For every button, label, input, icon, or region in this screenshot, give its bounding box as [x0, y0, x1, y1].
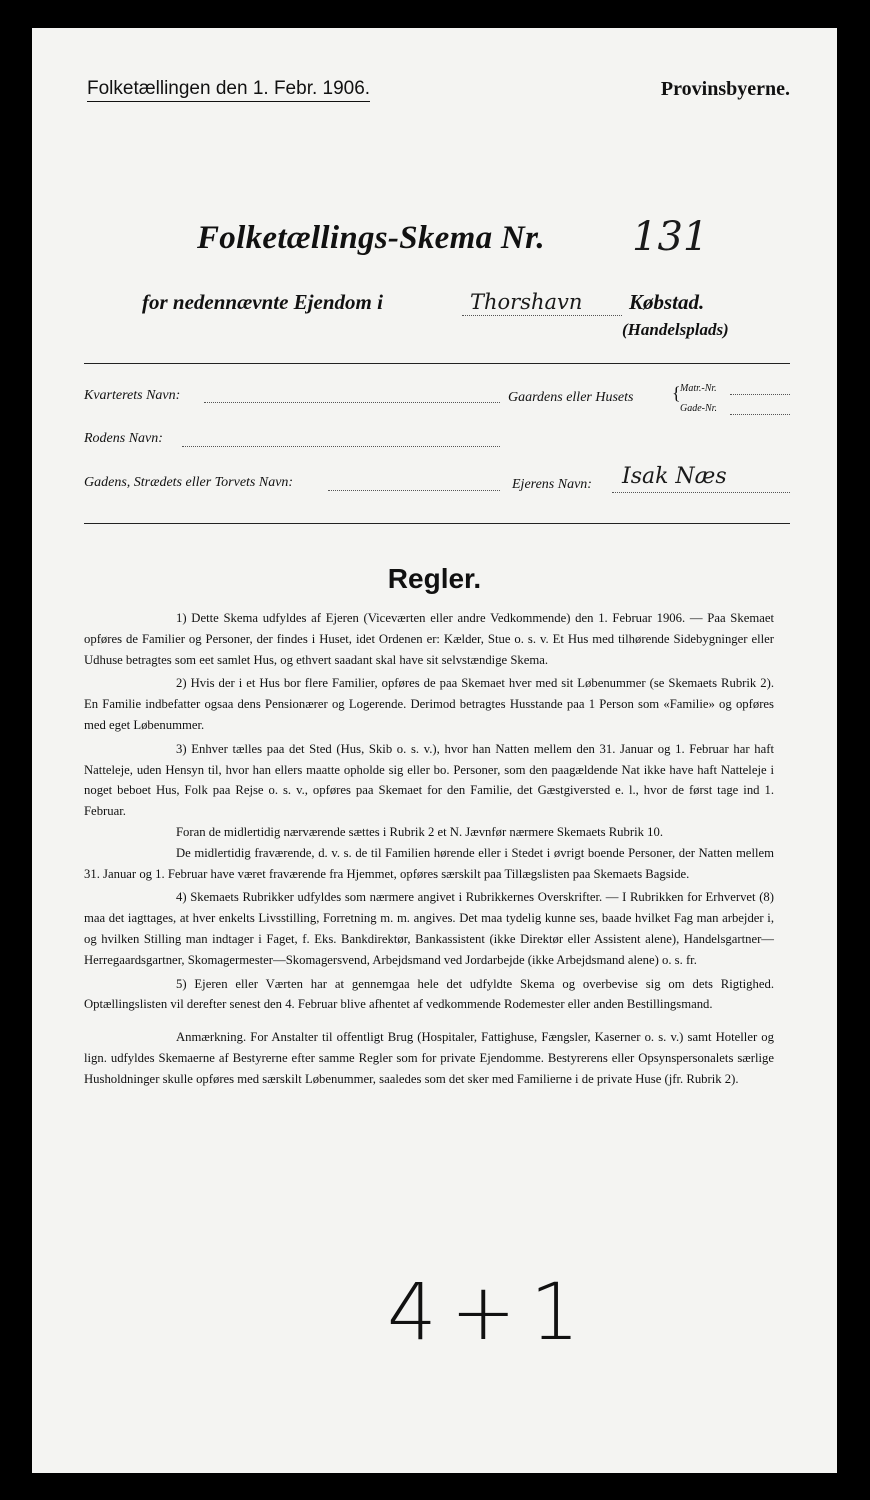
divider-bottom: [84, 523, 790, 524]
rules-body: [84, 608, 774, 1090]
gade-nr-label: Gade-Nr.: [680, 403, 717, 414]
ejer-value-handwritten: Isak Næs: [622, 464, 727, 489]
region-header: Provinsbyerne.: [660, 78, 790, 100]
gade-line: [328, 490, 500, 491]
place-underline: [462, 315, 622, 316]
rule-3-note-absent: De midlertidig fraværende, d. v. s. de til Familien hørende eller i Stedet i øvrigt boende Personer, der Natten mellem 31. Januar og 1. Februar have været fraværende fra Hjemmet, opføres særskilt paa Tillægslisten paa Skemaets Bagside.: [84, 845, 774, 881]
gade-label: Gadens, Strædets eller Torvets Navn:: [84, 475, 294, 490]
rule-3: 3) Enhver tælles paa det Sted (Hus, Skib o. s. v.), hvor han Natten mellem den 31. Januar og 1. Februar har haft Natteleje, uden Hensyn til, hvor han ellers maatte opholde sig eller bo. Personer, som den paagældende Nat ikke have haft Natteleje i noget beboet Hus, Folk paa Rejse o. s. v., opføres paa Skemaet for den Familie, det Gæstgiversted e. l., hvor de først tage ind 1. Februar.: [84, 741, 774, 819]
kvarter-line: [204, 402, 500, 403]
census-form: [32, 28, 837, 1473]
subtitle-prefix: for nedennævnte Ejendom i: [142, 290, 383, 314]
rule-4: 4) Skemaets Rubrikker udfyldes som nærmere angivet i Rubrikkernes Overskrifter. — I Rubrikken for Erhvervet (8) maa det iagttages, at hver enkelts Livsstilling, Forretning m. m. angives. Det maa tydelig kunne ses, baade hvilket Fag man arbejder i, og hvilken Stilling man indtager i Faget, f. Eks. Bankdirektør, Bankassistent (ikke Direktør eller Assistent alene), Handelsgartner— Herregaardsgartner, Skomagermester—Skomagersvend, Arbejdsmand ved Jordarbejde (ikke Arbejdsmand alene) o. s. fr.: [84, 890, 774, 967]
ejer-line: [612, 492, 790, 493]
form-number-handwritten: 131: [632, 214, 709, 260]
census-date-header: Folketællingen den 1. Febr. 1906.: [87, 78, 370, 102]
rule-remark: Anmærkning. For Anstalter til offentligt Brug (Hospitaler, Fattighuse, Fængsler, Kaserner o. s. v.) samt Hoteller og lign. udfyldes Skemaerne af Bestyrerne efter samme Regler som for private Ejendomme. Bestyrerens eller Opsynspersonalets særlige Husholdninger skulle opføres med særskilt Løbenummer, saaledes som det sker med Familierne i de private Huse (jfr. Rubrik 2).: [84, 1030, 774, 1086]
gaard-label: Gaardens eller Husets: [508, 390, 634, 405]
subtitle-suffix2: (Handelsplads): [622, 320, 729, 339]
form-title: Folketællings-Skema Nr.: [197, 220, 545, 256]
rule-5: 5) Ejeren eller Værten har at gennemgaa hele det udfyldte Skema og overbevise sig om dets Rigtighed. Optællingslisten vil derefter senest den 4. Februar blive afhentet af vedkommende Rodemester eller anden Bestillingsmand.: [84, 976, 774, 1012]
bottom-handwritten-note: 4+1: [387, 1268, 594, 1358]
rule-3-note-present: Foran de midlertidig nærværende sættes i Rubrik 2 et N. Jævnfør nærmere Skemaets Rubrik 10.: [176, 824, 663, 839]
brace: {: [672, 383, 681, 403]
rule-1: 1) Dette Skema udfyldes af Ejeren (Viceværten eller andre Vedkommende) den 1. Februar 1906. — Paa Skemaet opføres de Familier og Personer, der findes i Huset, idet Ordenen er: Kælder, Stue o. s. v. Et Hus med tilhørende Sidebygninger eller Udhuse betragtes som eet samlet Hus, og ethvert saadant skal have sit selvstændige Skema.: [84, 611, 774, 667]
rules-heading: Regler.: [387, 563, 482, 594]
matr-line: [730, 394, 790, 395]
divider-top: [84, 363, 790, 364]
ejer-label: Ejerens Navn:: [512, 477, 592, 492]
subtitle-suffix: Købstad.: [629, 290, 705, 314]
place-handwritten: Thorshavn: [470, 290, 583, 314]
rode-label: Rodens Navn:: [84, 431, 163, 446]
rule-2: 2) Hvis der i et Hus bor flere Familier, opføres de paa Skemaet hver med sit Løbenummer (se Skemaets Rubrik 2). En Familie indbefatter ogsaa dens Pensionærer og Logerende. Derimod betragtes Husstande paa 1 Person som «Familie» og opføres med eget Løbenummer.: [84, 676, 774, 732]
rode-line: [182, 446, 500, 447]
kvarter-label: Kvarterets Navn:: [84, 388, 181, 403]
gade-nr-line: [730, 414, 790, 415]
matr-label: Matr.-Nr.: [680, 383, 717, 394]
